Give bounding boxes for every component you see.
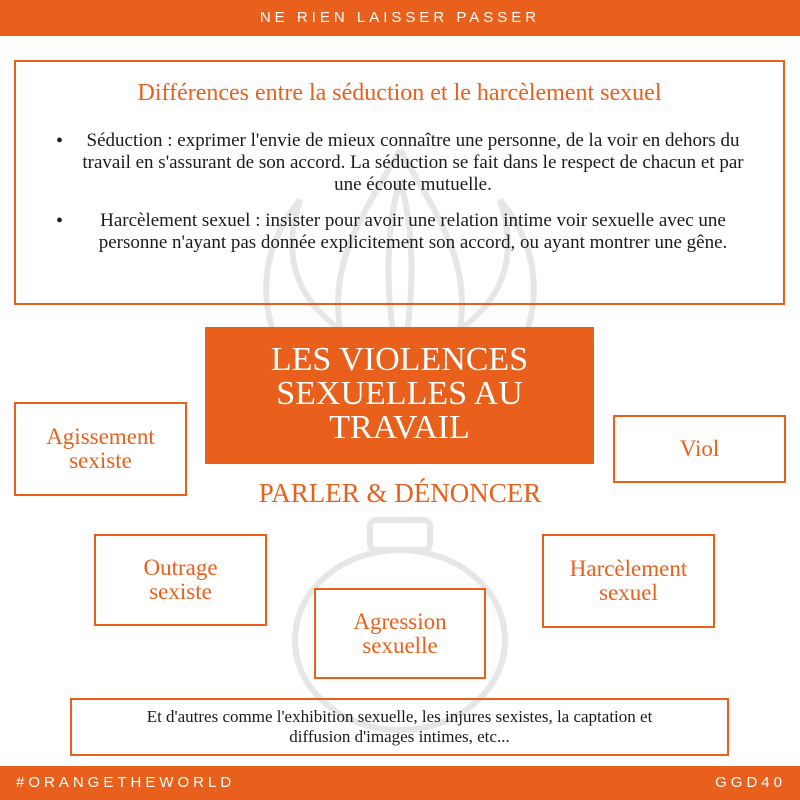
definition-text: Harcèlement sexuel : insister pour avoir une relation intime voir sexuelle avec une personne n'ayant pas donnée explicitement son accord, ou ayant montrer une gêne.: [98, 210, 728, 253]
category-label: Viol: [679, 436, 720, 461]
header-text: NE RIEN LAISSER PASSER: [259, 9, 541, 26]
footnote-line: diffusion d'images intimes, etc...: [289, 727, 510, 746]
header-banner: [0, 0, 800, 36]
list-item: [56, 210, 746, 254]
footnote-box: [70, 698, 729, 756]
category-label: Outrage: [143, 555, 218, 580]
footnote-line: Et d'autres comme l'exhibition sexuelle, les injures sexistes, la captation et: [146, 707, 653, 726]
definitions-list: [56, 130, 746, 268]
main-title-line: SEXUELLES AU: [276, 375, 523, 412]
category-harcelement-sexuel: [542, 534, 715, 628]
category-label: Agression: [353, 608, 447, 634]
category-label: sexiste: [69, 448, 132, 473]
category-agression-sexuelle: [314, 588, 486, 679]
main-title-line: TRAVAIL: [329, 409, 470, 446]
hashtag-text: #ORANGETHEWORLD: [16, 774, 236, 791]
subtitle: PARLER & DÉNONCER: [258, 478, 542, 508]
bullet-icon: •: [56, 210, 64, 232]
definitions-title: Différences entre la séduction et le harcèlement sexuel: [137, 80, 662, 106]
footer-banner: [0, 766, 800, 800]
list-item: [56, 130, 746, 196]
definitions-box: [14, 60, 785, 305]
definition-text: Séduction : exprimer l'envie de mieux connaître une personne, de la voir en dehors du travail en s'assurant de son accord. La séduction se fait dans le respect de chacun et par une écoute mutuelle.: [82, 130, 744, 195]
category-label: sexuelle: [362, 632, 438, 658]
category-label: sexuel: [599, 580, 658, 605]
category-outrage-sexiste: [94, 534, 267, 626]
category-agissement-sexiste: [14, 402, 187, 496]
main-title-line: LES VIOLENCES: [270, 341, 529, 378]
main-title-box: [205, 327, 594, 464]
category-label: sexiste: [149, 579, 212, 604]
category-viol: [613, 415, 786, 483]
footer-brand-text: GGD40: [715, 774, 786, 791]
bullet-icon: •: [56, 130, 64, 152]
category-label: Agissement: [46, 424, 155, 449]
category-label: Harcèlement: [569, 556, 688, 581]
